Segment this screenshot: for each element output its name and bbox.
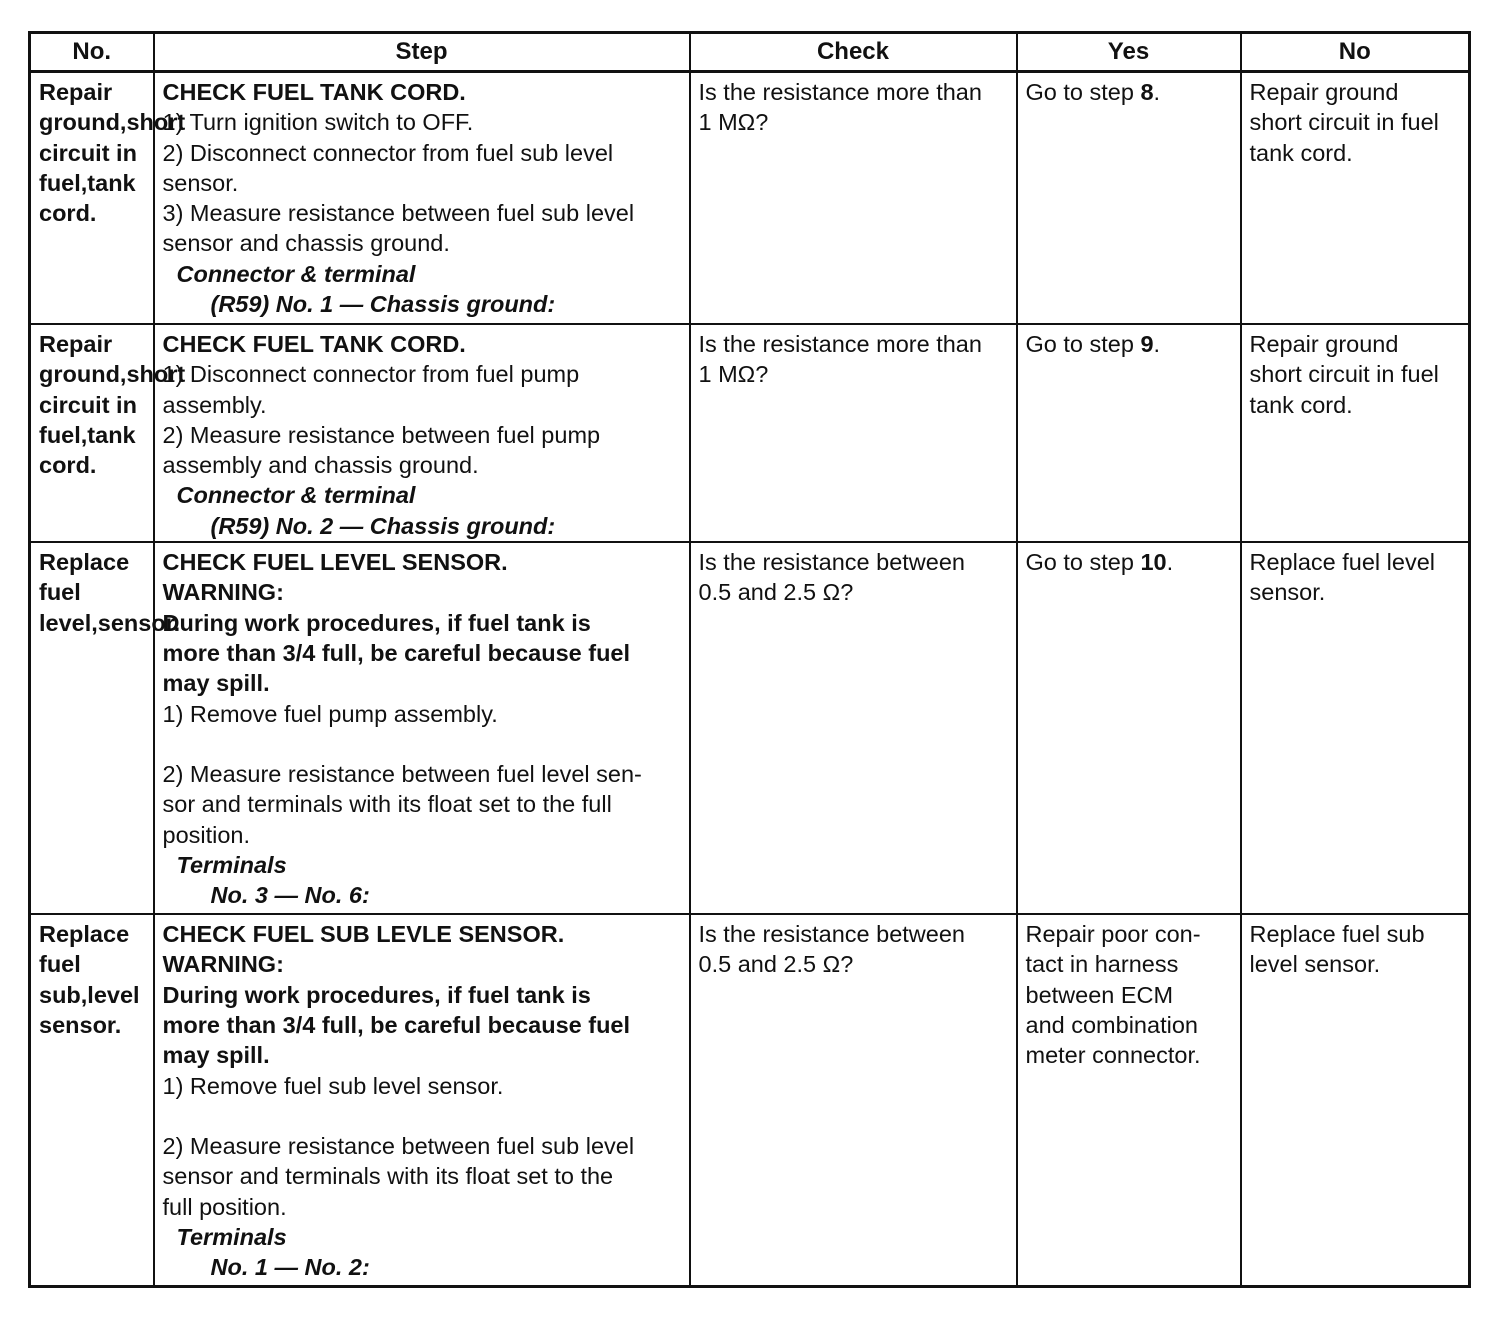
warning-line: more than 3/4 full, be careful because fuel bbox=[162, 639, 631, 666]
no-line: Replace fuel level bbox=[1249, 549, 1435, 576]
step-line: sensor and chassis ground. bbox=[162, 230, 450, 257]
spacer bbox=[163, 729, 681, 759]
step-line: position. bbox=[162, 821, 251, 848]
header-step: Step bbox=[154, 33, 690, 72]
yes-prefix: Go to step bbox=[1025, 79, 1141, 105]
step-title: CHECK FUEL TANK CORD. bbox=[162, 331, 466, 357]
no-cell bbox=[1241, 914, 1470, 1287]
step-number: Replace fuel level,sensor. bbox=[30, 542, 154, 914]
step-line: sensor and terminals with its float set to the bbox=[162, 1163, 614, 1190]
check-line: 0.5 and 2.5 Ω? bbox=[698, 951, 854, 978]
yes-cell bbox=[1017, 914, 1241, 1287]
table-row bbox=[30, 72, 1470, 325]
check-line: Is the resistance between bbox=[698, 549, 965, 576]
yes-step-ref: 8 bbox=[1140, 79, 1154, 105]
step-line: 1) Remove fuel pump assembly. bbox=[162, 700, 498, 727]
step-line: 2) Measure resistance between fuel level sen- bbox=[162, 761, 642, 788]
yes-cell bbox=[1017, 324, 1241, 542]
no-line: Replace fuel sub bbox=[1249, 921, 1425, 948]
yes-suffix: . bbox=[1153, 331, 1161, 357]
yes-cell bbox=[1017, 72, 1241, 325]
yes-step-ref: 10 bbox=[1140, 549, 1167, 576]
step-line: assembly and chassis ground. bbox=[162, 452, 479, 479]
yes-line: between ECM bbox=[1025, 981, 1174, 1008]
yes-line: and combination bbox=[1025, 1011, 1198, 1038]
step-line: sor and terminals with its float set to the full bbox=[162, 791, 612, 818]
yes-text bbox=[1026, 547, 1232, 577]
check-cell bbox=[690, 72, 1017, 325]
no-line: Repair ground bbox=[1249, 79, 1399, 105]
no-line: Repair ground bbox=[1249, 331, 1399, 357]
connector-value: (R59) No. 2 — Chassis ground: bbox=[210, 512, 556, 539]
yes-step-ref: 9 bbox=[1140, 331, 1154, 357]
header-row bbox=[30, 33, 1470, 72]
step-line: 1) Disconnect connector from fuel pump bbox=[162, 361, 580, 388]
no-cell bbox=[1241, 72, 1470, 325]
step-title: CHECK FUEL LEVEL SENSOR. bbox=[162, 549, 508, 576]
step-line: 1) Turn ignition switch to OFF. bbox=[162, 109, 474, 136]
yes-prefix: Go to step bbox=[1025, 549, 1141, 576]
no-cell bbox=[1241, 324, 1470, 542]
step-line: assembly. bbox=[162, 391, 267, 418]
yes-cell bbox=[1017, 542, 1241, 914]
step-line: full position. bbox=[162, 1193, 287, 1220]
step-line: 2) Disconnect connector from fuel sub level bbox=[162, 139, 614, 166]
no-line: sensor. bbox=[1249, 579, 1326, 606]
terminals-label: Terminals bbox=[176, 852, 287, 879]
yes-prefix: Go to step bbox=[1025, 331, 1141, 357]
step-line: 2) Measure resistance between fuel sub level bbox=[162, 1133, 635, 1160]
yes-text bbox=[1026, 77, 1232, 107]
step-cell bbox=[154, 72, 690, 325]
check-line: 1 MΩ? bbox=[698, 109, 769, 136]
yes-suffix: . bbox=[1153, 79, 1161, 105]
yes-suffix: . bbox=[1166, 549, 1174, 576]
check-cell bbox=[690, 324, 1017, 542]
check-line: Is the resistance more than bbox=[698, 79, 982, 105]
diagnostic-table bbox=[28, 31, 1471, 1288]
yes-line: tact in harness bbox=[1025, 951, 1179, 978]
connector-label: Connector & terminal bbox=[176, 482, 416, 509]
no-line: tank cord. bbox=[1249, 139, 1353, 166]
check-cell bbox=[690, 914, 1017, 1287]
warning-line: more than 3/4 full, be careful because fuel bbox=[162, 1011, 631, 1038]
yes-line: Repair poor con- bbox=[1025, 921, 1201, 948]
yes-line: meter connector. bbox=[1025, 1042, 1201, 1069]
check-line: 0.5 and 2.5 Ω? bbox=[698, 579, 854, 606]
step-cell bbox=[154, 542, 690, 914]
terminals-label: Terminals bbox=[176, 1224, 287, 1251]
terminals-value: No. 1 — No. 2: bbox=[210, 1254, 370, 1281]
header-no: No. bbox=[30, 33, 154, 72]
header-yes: Yes bbox=[1017, 33, 1241, 72]
step-title: CHECK FUEL SUB LEVLE SENSOR. bbox=[162, 921, 565, 948]
no-line: short circuit in fuel bbox=[1249, 109, 1439, 136]
spacer bbox=[163, 1101, 681, 1131]
connector-value: (R59) No. 1 — Chassis ground: bbox=[210, 291, 556, 318]
step-number: Repair ground,short circuit in fuel,tank cord. bbox=[30, 72, 154, 325]
check-line: Is the resistance more than bbox=[698, 331, 982, 357]
terminals-value: No. 3 — No. 6: bbox=[210, 882, 370, 909]
connector-label: Connector & terminal bbox=[176, 260, 416, 287]
no-line: tank cord. bbox=[1249, 391, 1353, 418]
table-row bbox=[30, 542, 1470, 914]
check-cell bbox=[690, 542, 1017, 914]
step-number: Replace fuel sub,level sensor. bbox=[30, 914, 154, 1287]
no-line: level sensor. bbox=[1249, 951, 1381, 978]
header-no-result: No bbox=[1241, 33, 1470, 72]
header-check: Check bbox=[690, 33, 1017, 72]
no-line: short circuit in fuel bbox=[1249, 361, 1439, 388]
step-line: 3) Measure resistance between fuel sub level bbox=[162, 200, 635, 227]
step-cell bbox=[154, 324, 690, 542]
step-line: 2) Measure resistance between fuel pump bbox=[162, 421, 601, 448]
yes-text bbox=[1026, 329, 1232, 359]
warning-line: During work procedures, if fuel tank is bbox=[162, 609, 591, 636]
step-line: sensor. bbox=[162, 169, 239, 196]
table-row bbox=[30, 324, 1470, 542]
step-title: CHECK FUEL TANK CORD. bbox=[162, 79, 466, 105]
step-line: 1) Remove fuel sub level sensor. bbox=[162, 1072, 504, 1099]
table-row bbox=[30, 914, 1470, 1287]
warning-line: During work procedures, if fuel tank is bbox=[162, 981, 591, 1008]
check-line: 1 MΩ? bbox=[698, 361, 769, 388]
warning-line: may spill. bbox=[162, 670, 270, 697]
step-cell bbox=[154, 914, 690, 1287]
warning-label: WARNING: bbox=[162, 951, 284, 978]
check-line: Is the resistance between bbox=[698, 921, 965, 948]
step-number: Repair ground,short circuit in fuel,tank cord. bbox=[30, 324, 154, 542]
warning-line: may spill. bbox=[162, 1042, 270, 1069]
no-cell bbox=[1241, 542, 1470, 914]
warning-label: WARNING: bbox=[162, 579, 284, 606]
